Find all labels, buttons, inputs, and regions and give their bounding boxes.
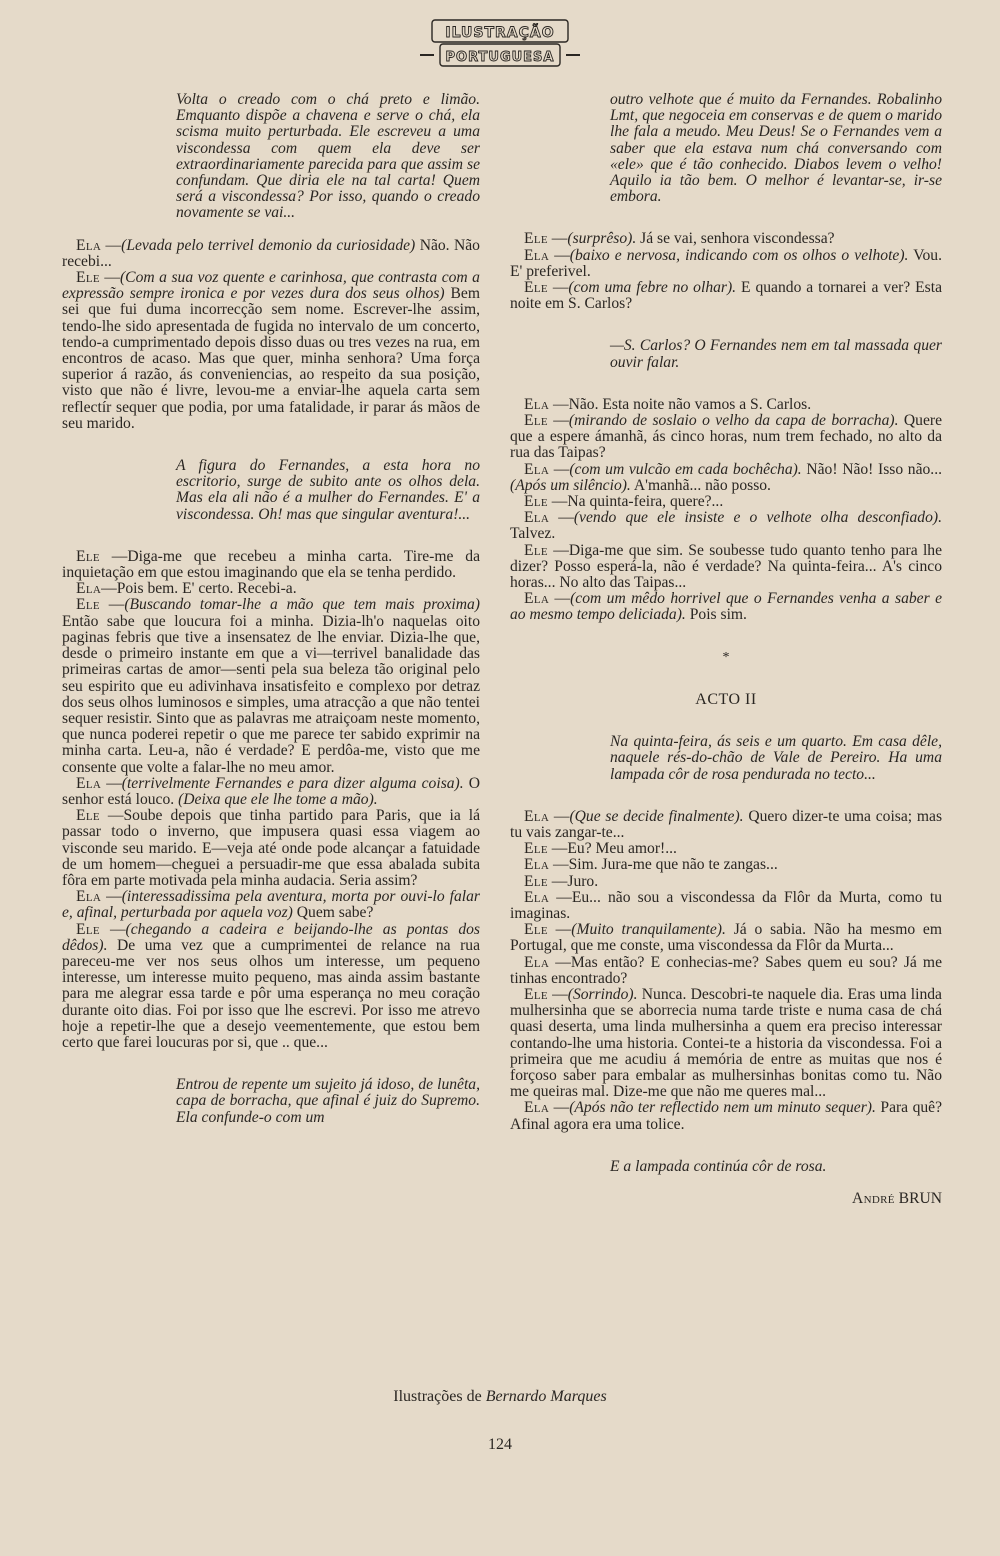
dialogue-line: Ele —(surprêso). Já se vai, senhora viscondessa? — [524, 230, 835, 248]
author-signature: André BRUN — [852, 1189, 942, 1207]
stage-direction: outro velhote que é muito da Fernandes. Robalinho Lmt, que negoceia em conservas e de quem o marido lhe fala a meudo. Meu Deus! Se o Fernandes vem a saber que ela estava num chá conversando com «ele» que é tão conhecido. Diabos levem o velho! Aquilo ia tão bem. O melhor é levantar-se, ir-se embora. — [610, 91, 942, 206]
dialogue-line: Ele —(Sorrindo). Nunca. Descobri-te naquele dia. Eras uma linda mulhersinha que se aborrecia numa tarde triste e numa casa de chá quasi deserta, uma linda mulhersinha a quem era preciso interessar contando-lhe uma historia. Contei-te a historia da viscondessa. Foi a primeira que me acudiu á memória de entre as muitas que nos é forçoso saber para embalar as mulhersinhas bonitas como tu. Não me queiras mal. Dize-me que não me queres mal... — [510, 985, 942, 1101]
dialogue-line: Ele —(mirando de soslaio o velho da capa de borracha). Quere que a espere ámanhã, ás cinco horas, num trem fechado, no alto da rua das Taipas? — [510, 412, 942, 462]
dialogue-line: Ele —(Com a sua voz quente e carinhosa, que contrasta com a expressão sempre ironica e por vezes dura dos seus olhos) Bem sei que fui duma incorrecção sem nome. Escrever-lhe assim, tendo-lhe sido apresentada de fugida no intervalo de um concerto, tendo-a cumprimentado depois disso duas ou tres vezes na rua, em encontros de acaso. Mas que quer, minha senhora? Uma força superior á razão, ás conveniencias, ao respeito da sua posição, visto que não é livre, levou-me a enviar-lhe aquela carta sem reflectír sequer que podia, por uma fatalidade, ir parar ás mãos de seu marido. — [62, 269, 480, 432]
stage-direction: —S. Carlos? O Fernandes nem em tal massada quer ouvir falar. — [610, 337, 942, 371]
dialogue-line: Ele —Diga-me que sim. Se soubesse tudo quanto tenho para lhe dizer? Posso esperá-la, não é verdade? Na quinta-feira... A's cinco horas... No alto das Taipas... — [510, 541, 943, 592]
stage-direction: Na quinta-feira, ás seis e um quarto. Em casa dêle, naquele rés-do-chão de Vale de Pereiro. Ha uma lampada côr de rosa pendurada no tecto... — [610, 733, 942, 783]
masthead-logo — [418, 18, 582, 68]
page-number: 124 — [488, 1436, 512, 1453]
dialogue-line: Ela —Não. Esta noite não vamos a S. Carlos. — [524, 395, 812, 413]
dialogue-line: Ela—Pois bem. E' certo. Recebi-a. — [76, 580, 297, 598]
stage-direction: A figura do Fernandes, a esta hora no escritorio, surge de subito ante os olhos dela. Mas ela ali não é a mulher do Fernandes. E' a viscondessa. Oh! mas que singular aventura!... — [176, 457, 480, 523]
stage-direction: Volta o creado com o chá preto e limão. Emquanto dispõe a chavena e serve o chá, ela scisma muito perturbada. Ele escreveu a uma viscondessa com quem ela deve ser extraordinariamente parecida para que assim se confundam. Que diria ele na tal carta! Quem será a viscondessa? Por isso, quando o creado novamente se vai... — [176, 91, 480, 222]
dialogue-line: Ele —Soube depois que tinha partido para Paris, que ia lá passar todo o inverno, que impusera quasi essa viagem ao visconde seu marido. E—veja até onde pode alcançar a fatuidade de um homem—cheguei a persuadir-me que essa abalada subita fôra em parte motivada pela minha audacia. Seria assim? — [62, 807, 481, 889]
dialogue-line: Ela —Sim. Jura-me que não te zangas... — [524, 856, 778, 874]
act-heading: ACTO II — [695, 690, 757, 708]
dialogue-line: Ele —(Muito tranquilamente). Já o sabia. Não ha mesmo em Portugal, que me conste, uma viscondessa da Flôr da Murta... — [510, 921, 942, 955]
dialogue-line: Ela —Mas então? E conhecias-me? Sabes quem eu sou? Já me tinhas encontrado? — [510, 953, 942, 987]
dialogue-line: Ele —(chegando a cadeira e beijando-lhe as pontas dos dêdos). De uma vez que a cumprimentei de relance na rua pareceu-me ver nos seus olhos um interesse, um pequeno interesse, um interesse muito pequeno, mas ainda assim bastante para me alegrar essa tarde e pôr uma esperança no meu coração durante oito dias. Foi por isso que lhe escrevi. Por isso me atrevo hoje a repetir-lhe que a desejo veementemente, que estou bem certo que farei loucuras por si, que .. que... — [62, 920, 480, 1051]
dialogue-line: Ela —Eu... não sou a viscondessa da Flôr da Murta, como tu imaginas. — [510, 888, 942, 922]
dialogue-line: Ela —(interessadissima pela aventura, morta por ouvi-lo falar e, afinal, perturbada por aquela voz) Quem sabe? — [62, 888, 481, 922]
dialogue-line: Ela —(Que se decide finalmente). Quero dizer-te uma coisa; mas tu vais zangar-te... — [510, 807, 943, 841]
closing-line: E a lampada continúa côr de rosa. — [610, 1157, 827, 1175]
dialogue-line: Ela —(Levada pelo terrivel demonio da curiosidade) Não. Não recebi... — [62, 236, 480, 270]
dialogue-line: Ela —(com um vulcão em cada bochêcha). Não! Não! Isso não... (Após um silêncio). A'manhã... não posso. — [510, 460, 942, 494]
dialogue-line: Ele —(com uma febre no olhar). E quando a tornarei a ver? Esta noite em S. Carlos? — [510, 279, 943, 313]
dialogue-line: Ele —(Buscando tomar-lhe a mão que tem mais proxima) Então sabe que loucura foi a minha. Dizia-lh'o naquelas oito paginas febris que tive a insensatez de lhe enviar. Dizia-lhe que, desde o primeiro instante em que a vi—terrivel banalidade das primeiras cartas de amor—senti pela sua beleza tão original pelo seu espirito que eu adivinhava insatisfeito e complexo por detraz dos seus olhos luminosos e simples, uma atracção a que não tentei sequer resistir. Sinto que as palavras me atraiçoam neste momento, que nunca poderei repetir o que me parece ter sabido exprimir na minha carta. Leu-a, não é verdade? E perdôa-me, visto que me consente que volte a falar-lhe no meu amor. — [62, 596, 480, 776]
dialogue-line: Ela —(vendo que ele insiste e o velhote olha desconfiado). Talvez. — [510, 509, 942, 543]
dialogue-line: Ele —Na quinta-feira, quere?... — [524, 493, 724, 511]
dialogue-line: Ela —(com um mêdo horrivel que o Fernandes venha a saber e ao mesmo tempo deliciada). Pois sim. — [510, 590, 942, 624]
dialogue-line: Ele —Eu? Meu amor!... — [524, 840, 677, 858]
dialogue-line: Ela —(baixo e nervosa, indicando com os olhos o velhote). Vou. E' preferivel. — [510, 246, 942, 280]
svg-text:ILUSTRAÇÃO: ILUSTRAÇÃO — [445, 25, 555, 41]
svg-text:PORTUGUESA: PORTUGUESA — [445, 50, 555, 65]
dialogue-line: Ele —Juro. — [524, 872, 599, 890]
left-column — [62, 92, 480, 1126]
right-column — [510, 92, 942, 1207]
illustration-credit: Ilustrações de Bernardo Marques — [393, 1388, 607, 1405]
dialogue-line: Ela —(Após não ter reflectido nem um minuto sequer). Para quê? Afinal agora era uma tolice. — [510, 1099, 943, 1133]
stage-direction: Entrou de repente um sujeito já idoso, de lunêta, capa de borracha, que afinal é juiz do Supremo. Ela confunde-o com um — [176, 1076, 480, 1126]
dialogue-line: Ela —(terrivelmente Fernandes e para dizer alguma coisa). O senhor está louco. (Deixa que ele lhe tome a mão). — [62, 774, 481, 808]
section-asterisk: * — [722, 649, 730, 665]
masthead-logo-art — [418, 18, 582, 68]
dialogue-line: Ele —Diga-me que recebeu a minha carta. Tire-me da inquietação em que estou imaginando que ela se tenha perdido. — [62, 547, 480, 582]
